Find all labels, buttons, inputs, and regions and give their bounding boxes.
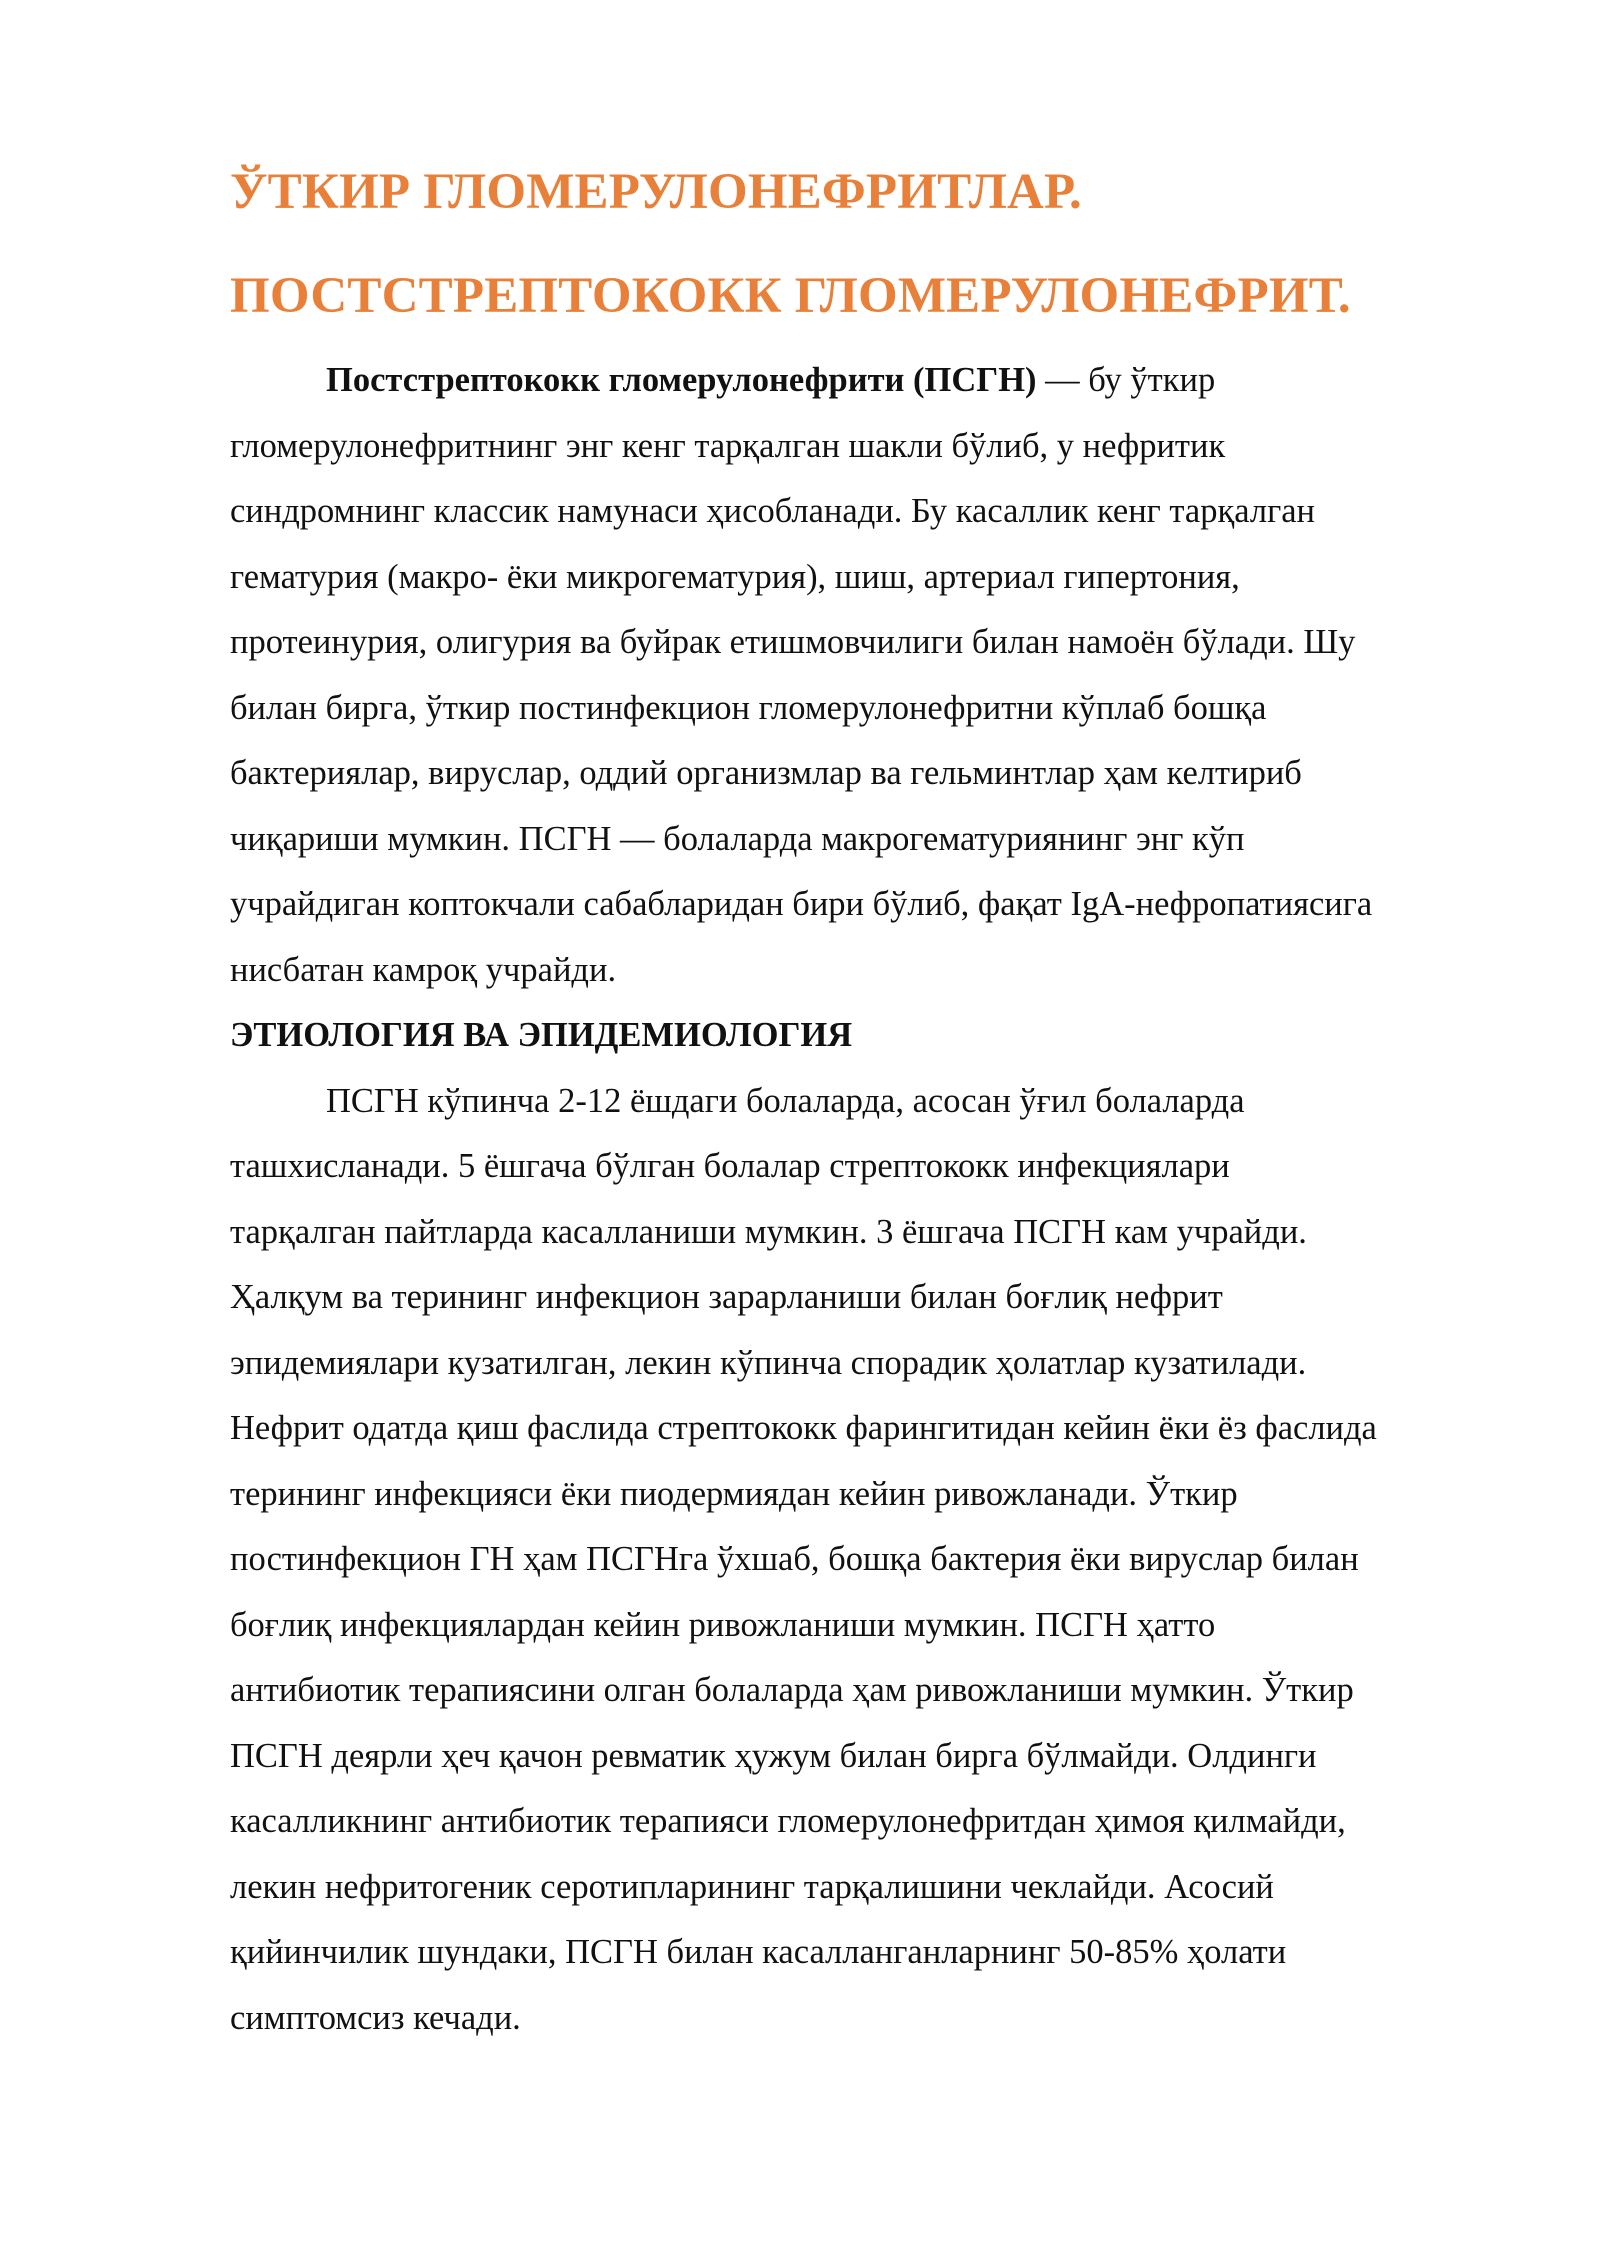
intro-line: — бу ўткир — [1036, 361, 1216, 399]
etiology-line: ПСГН деярли ҳеч қачон ревматик ҳужум билан бирга бўлмайди. Олдинги — [230, 1736, 1317, 1775]
etiology-line: постинфекцион ГН ҳам ПСГНга ўхшаб, бошқа бактерия ёки вируслар билан — [230, 1540, 1359, 1578]
intro-line: гломерулонефритнинг энг кенг тарқалган шакли бўлиб, у нефритик — [230, 426, 1226, 465]
etiology-line: антибиотик терапиясини олган болаларда ҳам ривожланиши мумкин. Ўткир — [230, 1671, 1354, 1709]
etiology-line: қийинчилик шундаки, ПСГН билан касалланганларнинг 50-85% ҳолати — [230, 1933, 1287, 1971]
etiology-line: симптомсиз кечади. — [230, 1998, 521, 2037]
etiology-paragraph — [230, 1069, 1490, 2052]
intro-term: Постстрептококк гломерулонефрити (ПСГН) — [326, 361, 1037, 399]
etiology-line: ПСГН кўпинча 2-12 ёшдаги болаларда, асосан ўғил болаларда — [326, 1081, 1245, 1120]
etiology-line: боғлиқ инфекциялардан кейин ривожланиши мумкин. ПСГН ҳатто — [230, 1605, 1216, 1644]
intro-line: бактериялар, вируслар, оддий организмлар ва гельминтлар ҳам келтириб — [230, 754, 1302, 792]
etiology-line: лекин нефритогеник серотипларининг тарқалишини чеклайди. Асосий — [230, 1867, 1274, 1906]
intro-first-line — [230, 348, 1490, 414]
intro-line: учрайдиган коптокчали сабабларидан бири бўлиб, фақат IgA-нефропатиясига — [230, 885, 1373, 923]
etiology-line: тарқалган пайтларда касалланиши мумкин. 3 ёшгача ПСГН кам учрайди. — [230, 1212, 1307, 1251]
etiology-line: касалликнинг антибиотик терапияси гломерулонефритдан ҳимоя қилмайди, — [230, 1802, 1346, 1840]
intro-line: нисбатан камроқ учрайди. — [230, 950, 617, 989]
intro-paragraph — [230, 348, 1490, 1003]
etiology-line: терининг инфекцияси ёки пиодермиядан кейин ривожланади. Ўткир — [230, 1474, 1238, 1513]
etiology-line: ташхисланади. 5 ёшгача бўлган болалар стрептококк инфекциялари — [230, 1147, 1230, 1185]
intro-line: билан бирга, ўткир постинфекцион гломерулонефритни кўплаб бошқа — [230, 688, 1267, 727]
document-title — [230, 140, 1490, 348]
document-page — [230, 140, 1490, 2051]
etiology-line: Ҳалқум ва терининг инфекцион зарарланиши билан боғлиқ нефрит — [230, 1278, 1223, 1316]
section-heading-etiology: ЭТИОЛОГИЯ ВА ЭПИДЕМИОЛОГИЯ — [230, 1016, 853, 1054]
intro-line: гематурия (макро- ёки микрогематурия), шиш, артериал гипертония, — [230, 557, 1240, 596]
intro-line: протеинурия, олигурия ва буйрак етишмовчилиги билан намоён бўлади. Шу — [230, 623, 1356, 661]
intro-line: чиқариши мумкин. ПСГН — болаларда макрогематуриянинг энг кўп — [230, 819, 1245, 858]
title-line-1: ЎТКИР ГЛОМЕРУЛОНЕФРИТЛАР. — [230, 164, 1082, 220]
etiology-line: Нефрит одатда қиш фаслида стрептококк фарингитидан кейин ёки ёз фаслида — [230, 1409, 1377, 1447]
etiology-line: эпидемиялари кузатилган, лекин кўпинча спорадик ҳолатлар кузатилади. — [230, 1343, 1307, 1382]
title-line-2: ПОСТСТРЕПТОКОКК ГЛОМЕРУЛОНЕФРИТ. — [230, 268, 1351, 324]
intro-line: синдромнинг классик намунаси ҳисобланади. Бу касаллик кенг тарқалган — [230, 492, 1316, 530]
